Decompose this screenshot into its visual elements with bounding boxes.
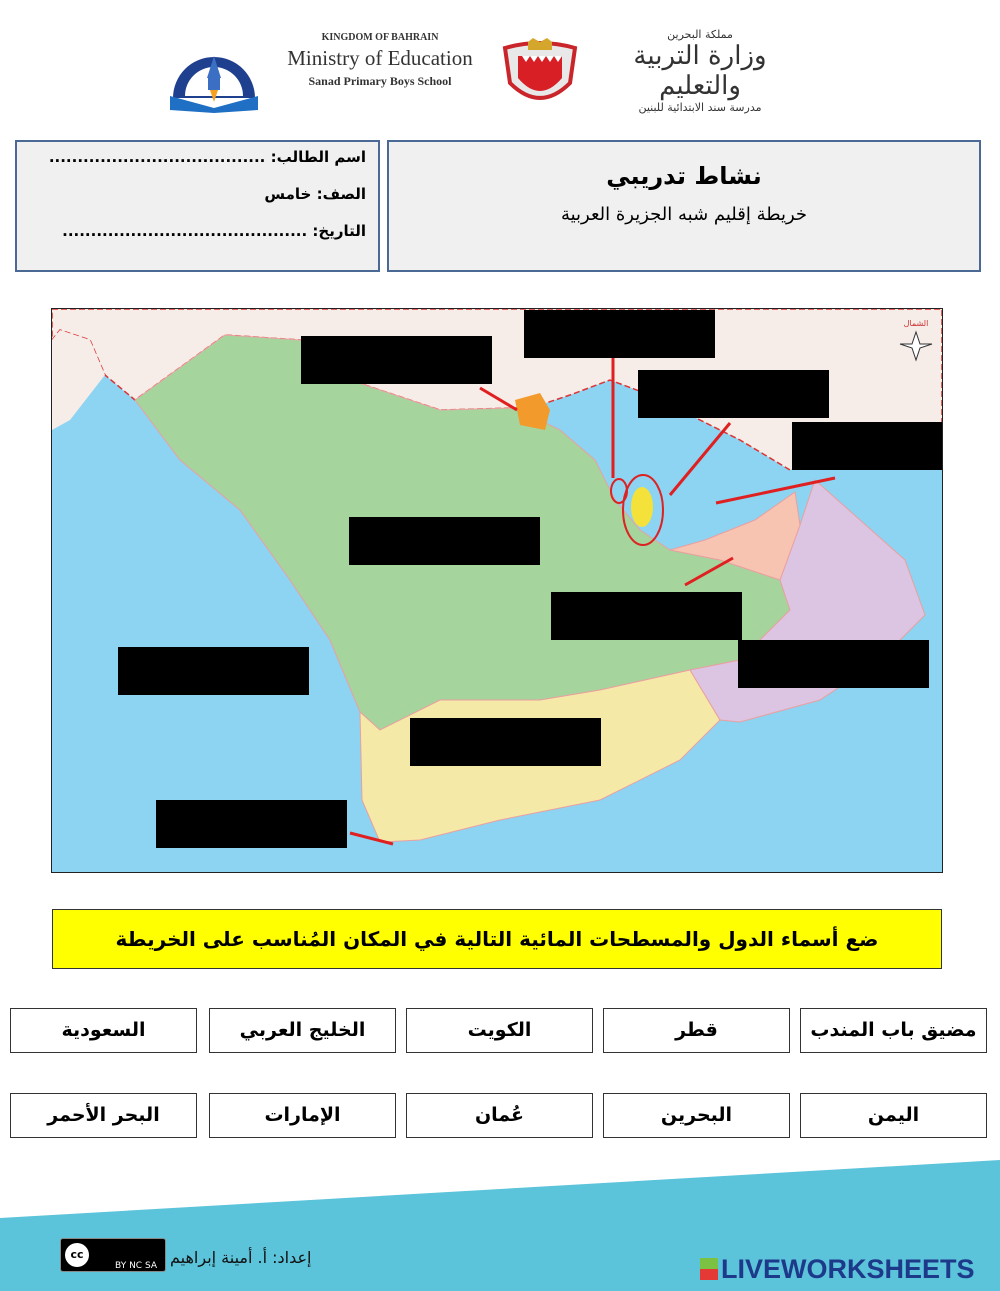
word-saudi[interactable]: السعودية <box>10 1008 197 1053</box>
word-bahrain[interactable]: البحرين <box>603 1093 790 1138</box>
map-blank-gulf[interactable] <box>792 422 943 470</box>
cc-icon: cc <box>65 1243 89 1267</box>
school-logo <box>165 38 263 113</box>
activity-title: نشاط تدريبي <box>606 162 762 190</box>
date-label: التاريخ: ........................................... <box>62 222 366 240</box>
word-oman[interactable]: عُمان <box>406 1093 593 1138</box>
word-uae[interactable]: الإمارات <box>209 1093 396 1138</box>
map-blank-oman[interactable] <box>738 640 929 688</box>
ar-ministry-text: وزارة التربية والتعليم <box>633 41 767 101</box>
bahrain-emblem <box>500 38 580 110</box>
student-name-label: اسم الطالب: ...................................... <box>48 148 366 166</box>
cc-license-badge <box>60 1238 166 1272</box>
qatar <box>631 487 653 527</box>
map-blank-bahrain[interactable] <box>524 310 715 358</box>
map-blank-qatar[interactable] <box>638 370 829 418</box>
ministry-text: Ministry of Education <box>287 46 473 70</box>
brand-text: LIVEWORKSHEETS <box>721 1254 975 1284</box>
live-icon <box>700 1258 718 1280</box>
word-qatar[interactable]: قطر <box>603 1008 790 1053</box>
kingdom-text: KINGDOM OF BAHRAIN <box>321 32 439 43</box>
word-arabian-gulf[interactable]: الخليج العربي <box>209 1008 396 1053</box>
north-label: الشمال <box>903 319 929 328</box>
instruction-banner: ضع أسماء الدول والمسطحات المائية التالية في المكان المُناسب على الخريطة <box>52 909 942 969</box>
school-text: Sanad Primary Boys School <box>308 74 452 88</box>
word-bab-el-mandeb[interactable]: مضيق باب المندب <box>800 1008 987 1053</box>
ministry-logo-arabic <box>595 28 805 114</box>
map-blank-saudi[interactable] <box>349 517 540 565</box>
word-red-sea[interactable]: البحر الأحمر <box>10 1093 197 1138</box>
word-kuwait[interactable]: الكويت <box>406 1008 593 1053</box>
map-blank-uae[interactable] <box>551 592 742 640</box>
liveworksheets-logo[interactable] <box>700 1254 975 1285</box>
license-text: BY NC SA <box>115 1261 157 1271</box>
ar-kingdom-text: مملكة البحرين <box>667 28 733 41</box>
arabian-peninsula-map <box>51 308 943 873</box>
student-info-box <box>15 140 380 272</box>
grade-label: الصف: خامس <box>264 185 366 203</box>
map-blank-yemen[interactable] <box>410 718 601 766</box>
map-blank-kuwait[interactable] <box>301 336 492 384</box>
map-blank-bab-el-mandeb[interactable] <box>156 800 347 848</box>
map-blank-red-sea[interactable] <box>118 647 309 695</box>
footer <box>0 1160 1000 1291</box>
ar-school-text: مدرسة سند الابتدائية للبنين <box>638 101 762 114</box>
activity-subtitle: خريطة إقليم شبه الجزيرة العربية <box>560 204 808 225</box>
activity-title-box <box>387 140 981 272</box>
author-credit: إعداد: أ. أمينة إبراهيم <box>170 1248 312 1267</box>
ministry-logo-english <box>270 32 490 89</box>
word-yemen[interactable]: اليمن <box>800 1093 987 1138</box>
